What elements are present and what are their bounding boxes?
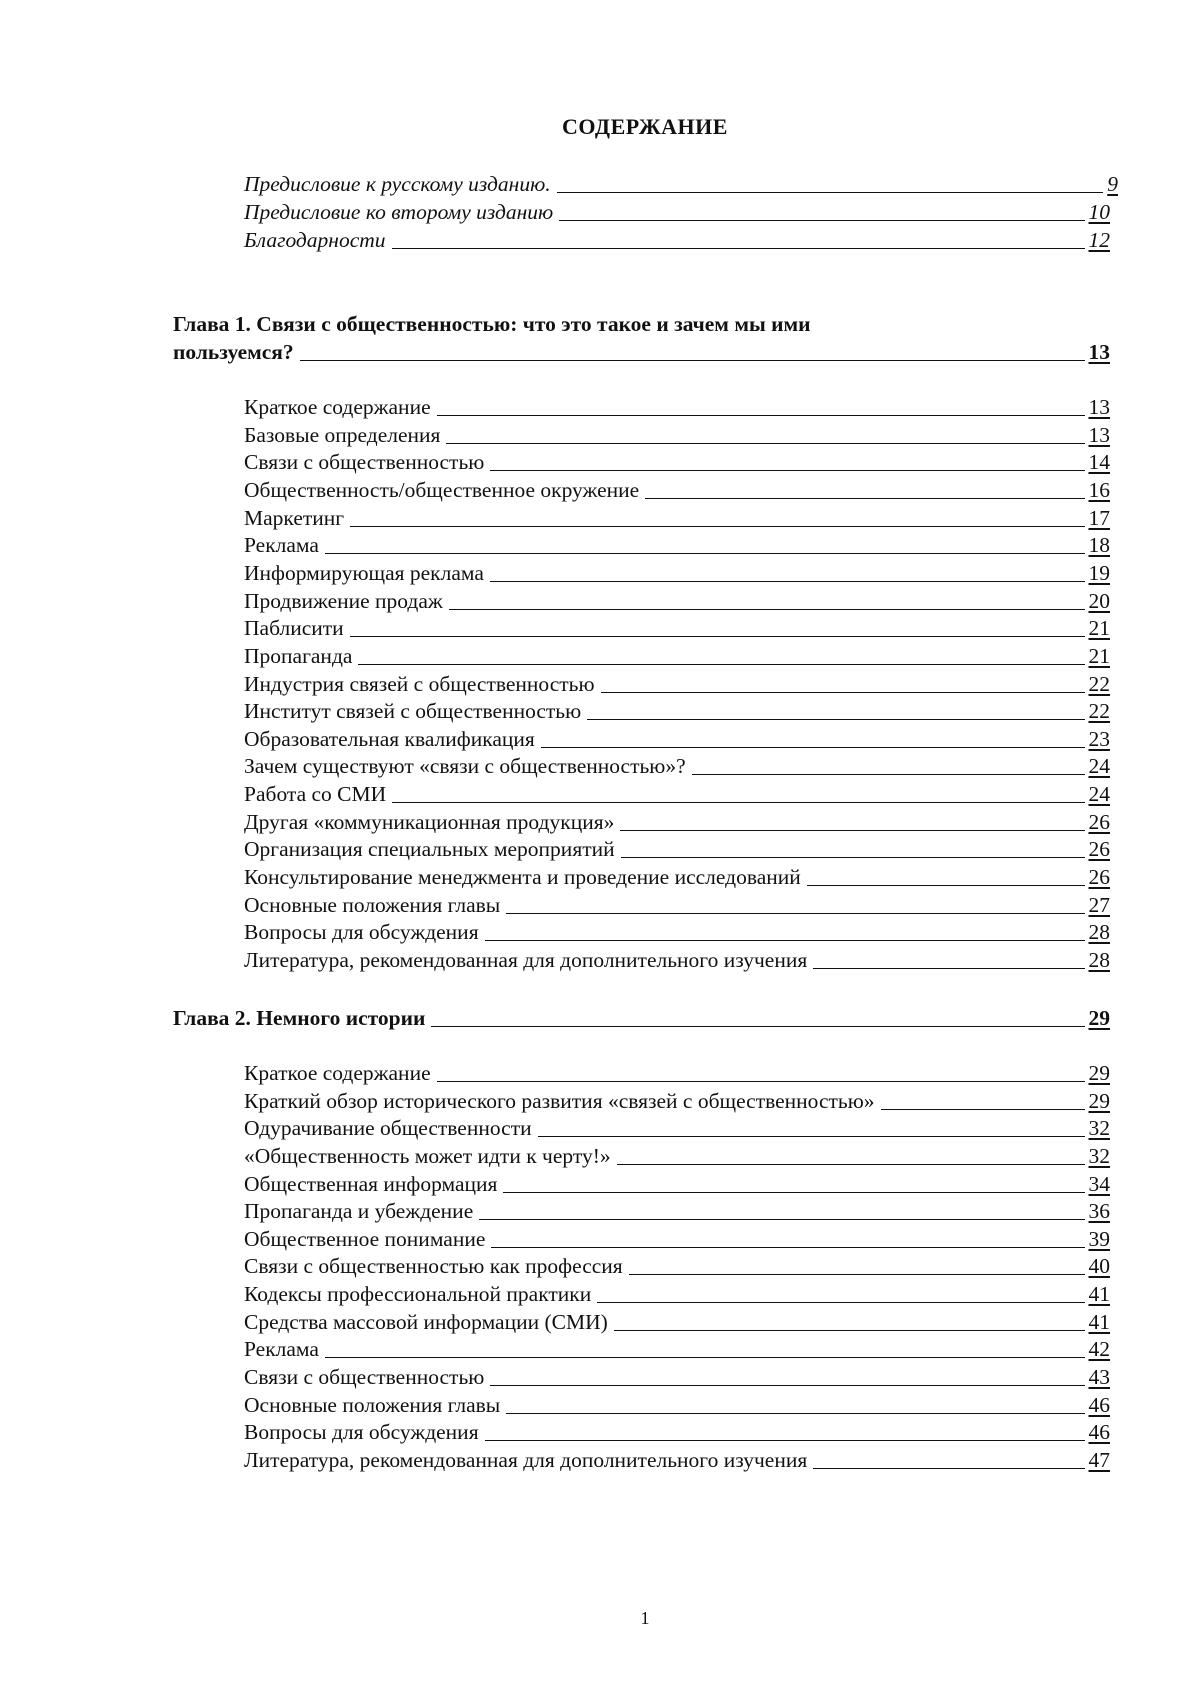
leader-line xyxy=(587,719,1084,720)
toc-entry-page: 22 xyxy=(1088,699,1110,724)
toc-entry[interactable] xyxy=(244,1252,1110,1280)
toc-entry-label: Маркетинг xyxy=(244,505,345,530)
toc-entry[interactable] xyxy=(244,725,1110,753)
toc-entry-label: Общественное понимание xyxy=(244,1226,486,1251)
toc-entry-label: Средства массовой информации (СМИ) xyxy=(244,1309,608,1334)
toc-entry-page: 26 xyxy=(1088,865,1110,890)
leader-line xyxy=(559,220,1084,221)
toc-entry-label: Пропаганда и убеждение xyxy=(244,1199,474,1224)
toc-entry[interactable] xyxy=(244,1363,1110,1391)
leader-line xyxy=(449,609,1085,610)
toc-entry-label: Литература, рекомендованная для дополнительного изучения xyxy=(244,1447,808,1472)
leader-line xyxy=(614,1330,1085,1331)
chapter-1-heading-line-2: пользуемся? xyxy=(173,340,294,364)
toc-entry-label: Общественность/общественное окружение xyxy=(244,477,640,502)
toc-entry-page: 13 xyxy=(1088,395,1110,419)
toc-entry-page: 18 xyxy=(1088,533,1110,558)
toc-entry-label: «Общественность может идти к черту!» xyxy=(244,1143,611,1168)
toc-entry[interactable] xyxy=(244,1335,1110,1363)
toc-entry-label: Краткий обзор исторического развития «связей с общественностью» xyxy=(244,1088,875,1113)
chapter-2-heading: Глава 2. Немного истории xyxy=(173,1006,426,1030)
toc-entry[interactable] xyxy=(244,863,1110,891)
toc-entry[interactable] xyxy=(244,1418,1110,1446)
leader-line xyxy=(350,636,1085,637)
toc-entry-label: Краткое содержание xyxy=(244,1061,431,1085)
toc-entry[interactable] xyxy=(244,421,1110,449)
toc-entry-page: 13 xyxy=(1088,340,1110,364)
leader-line xyxy=(446,443,1084,444)
toc-entry[interactable] xyxy=(244,448,1110,476)
leader-line xyxy=(325,1357,1085,1358)
page-number: 1 xyxy=(640,1608,650,1628)
toc-entry[interactable] xyxy=(244,808,1110,836)
toc-entry-page: 12 xyxy=(1088,228,1110,252)
toc-entry-page: 21 xyxy=(1088,616,1110,641)
toc-entry[interactable] xyxy=(244,1197,1110,1225)
toc-entry-page: 34 xyxy=(1088,1171,1110,1196)
toc-entry-preface-second[interactable] xyxy=(244,198,1110,226)
toc-entry-label: Индустрия связей с общественностью xyxy=(244,671,595,696)
toc-entry[interactable] xyxy=(244,697,1110,725)
toc-entry-page: 27 xyxy=(1088,892,1110,917)
toc-entry-label: Реклама xyxy=(244,533,319,558)
leader-line xyxy=(541,747,1085,748)
toc-entry-label: Связи с общественностью как профессия xyxy=(244,1254,623,1279)
leader-line xyxy=(350,526,1084,527)
toc-entry-acknowledgements[interactable] xyxy=(244,226,1110,254)
toc-entry[interactable] xyxy=(244,835,1110,863)
toc-entry-page: 21 xyxy=(1088,643,1110,668)
leader-line xyxy=(597,1302,1084,1303)
toc-entry-page: 42 xyxy=(1088,1337,1110,1362)
leader-line xyxy=(629,1274,1085,1275)
toc-entry[interactable] xyxy=(244,1446,1110,1474)
toc-entry-page: 46 xyxy=(1088,1392,1110,1417)
toc-title: СОДЕРЖАНИЕ xyxy=(562,114,728,139)
leader-line xyxy=(485,1440,1085,1441)
leader-line xyxy=(358,664,1084,665)
toc-entry-chapter-1[interactable] xyxy=(173,338,1110,366)
toc-entry-page: 26 xyxy=(1088,837,1110,862)
toc-entry[interactable] xyxy=(244,504,1110,532)
leader-line xyxy=(300,360,1085,361)
toc-entry[interactable] xyxy=(244,393,1110,421)
toc-entry-page: 36 xyxy=(1088,1199,1110,1224)
toc-entry-page: 10 xyxy=(1088,200,1110,224)
toc-entry[interactable] xyxy=(244,1142,1110,1170)
toc-entry-page: 19 xyxy=(1088,560,1110,585)
toc-entry-page: 14 xyxy=(1088,450,1110,475)
leader-line xyxy=(601,692,1085,693)
toc-entry[interactable] xyxy=(244,1087,1110,1115)
leader-line xyxy=(506,1413,1084,1414)
leader-line xyxy=(881,1109,1085,1110)
toc-entry[interactable] xyxy=(244,670,1110,698)
toc-entry-label: Зачем существуют «связи с общественностью»? xyxy=(244,754,686,779)
leader-line xyxy=(431,1026,1084,1027)
leader-line xyxy=(325,553,1085,554)
leader-line xyxy=(490,581,1085,582)
toc-entry-label: Связи с общественностью xyxy=(244,1364,485,1389)
toc-entry[interactable] xyxy=(244,559,1110,587)
leader-line xyxy=(506,913,1084,914)
toc-entry-page: 29 xyxy=(1088,1088,1110,1113)
toc-entry-page: 41 xyxy=(1088,1309,1110,1334)
toc-entry-label: Продвижение продаж xyxy=(244,588,443,613)
toc-entry-label: Пропаганда xyxy=(244,643,353,668)
toc-entry-page: 17 xyxy=(1088,505,1110,530)
toc-entry-label: Благодарности xyxy=(244,228,386,252)
toc-entry-page: 22 xyxy=(1088,671,1110,696)
toc-entry[interactable] xyxy=(244,642,1110,670)
toc-entry-label: Предисловие ко второму изданию xyxy=(244,200,554,224)
toc-entry-page: 32 xyxy=(1088,1116,1110,1141)
toc-entry[interactable] xyxy=(244,752,1110,780)
leader-line xyxy=(620,830,1084,831)
toc-entry-label: Вопросы для обсуждения xyxy=(244,1420,479,1445)
toc-entry[interactable] xyxy=(244,1280,1110,1308)
toc-entry-page: 28 xyxy=(1088,920,1110,945)
toc-entry-label: Основные положения главы xyxy=(244,892,501,917)
toc-entry-label: Информирующая реклама xyxy=(244,560,484,585)
leader-line xyxy=(807,885,1085,886)
leader-line xyxy=(621,857,1085,858)
toc-entry[interactable] xyxy=(244,891,1110,919)
toc-entry-label: Консультирование менеджмента и проведение исследований xyxy=(244,865,801,890)
toc-entry-label: Связи с общественностью xyxy=(244,450,485,475)
leader-line xyxy=(490,1385,1084,1386)
toc-entry[interactable] xyxy=(244,1225,1110,1253)
toc-entry[interactable] xyxy=(244,1170,1110,1198)
leader-line xyxy=(813,1468,1084,1469)
leader-line xyxy=(692,774,1085,775)
toc-entry-page: 24 xyxy=(1088,782,1110,807)
toc-entry[interactable] xyxy=(244,1308,1110,1336)
toc-entry[interactable] xyxy=(244,1391,1110,1419)
toc-entry-label: Работа со СМИ xyxy=(244,782,387,807)
toc-entry[interactable] xyxy=(244,918,1110,946)
toc-entry-label: Основные положения главы xyxy=(244,1392,501,1417)
leader-line xyxy=(392,248,1085,249)
toc-entry[interactable] xyxy=(244,476,1110,504)
toc-entry-page: 23 xyxy=(1088,726,1110,751)
toc-entry-label: Вопросы для обсуждения xyxy=(244,920,479,945)
toc-entry-page: 13 xyxy=(1088,422,1110,447)
toc-entry-chapter-2[interactable] xyxy=(173,1004,1110,1032)
toc-entry-label: Паблисити xyxy=(244,616,344,641)
toc-entry-label: Реклама xyxy=(244,1337,319,1362)
toc-entry-page: 16 xyxy=(1088,477,1110,502)
toc-entry-label: Краткое содержание xyxy=(244,395,431,419)
leader-line xyxy=(813,968,1084,969)
toc-entry-page: 9 xyxy=(1107,172,1118,196)
leader-line xyxy=(491,1247,1084,1248)
leader-line xyxy=(503,1192,1084,1193)
chapter-1-heading-line-1: Глава 1. Связи с общественностью: что это такое и зачем мы ими xyxy=(173,312,811,336)
toc-entry-label: Другая «коммуникационная продукция» xyxy=(244,809,615,834)
toc-entry[interactable] xyxy=(244,587,1110,615)
toc-entry-preface-russian[interactable] xyxy=(244,170,1118,198)
toc-entry-label: Институт связей с общественностью xyxy=(244,699,582,724)
leader-line xyxy=(479,1219,1084,1220)
toc-entry[interactable] xyxy=(244,1059,1110,1087)
leader-line xyxy=(557,192,1104,193)
leader-line xyxy=(437,415,1085,416)
toc-entry-label: Кодексы профессиональной практики xyxy=(244,1282,592,1307)
leader-line xyxy=(645,498,1084,499)
toc-entry-page: 29 xyxy=(1088,1006,1110,1030)
toc-entry-label: Базовые определения xyxy=(244,422,441,447)
toc-entry-label: Литература, рекомендованная для дополнительного изучения xyxy=(244,948,808,972)
leader-line xyxy=(538,1136,1085,1137)
toc-entry[interactable] xyxy=(244,531,1110,559)
toc-entry[interactable] xyxy=(244,946,1110,974)
toc-entry-page: 39 xyxy=(1088,1226,1110,1251)
toc-entry-page: 41 xyxy=(1088,1282,1110,1307)
toc-entry-page: 47 xyxy=(1088,1447,1110,1472)
leader-line xyxy=(490,470,1084,471)
toc-entry-label: Образовательная квалификация xyxy=(244,726,535,751)
toc-entry-label: Одурачивание общественности xyxy=(244,1116,532,1141)
leader-line xyxy=(617,1164,1085,1165)
toc-entry-page: 46 xyxy=(1088,1420,1110,1445)
toc-entry[interactable] xyxy=(244,614,1110,642)
leader-line xyxy=(485,940,1085,941)
toc-entry-label: Общественная информация xyxy=(244,1171,498,1196)
toc-entry-page: 32 xyxy=(1088,1143,1110,1168)
toc-entry-page: 43 xyxy=(1088,1364,1110,1389)
toc-entry-page: 40 xyxy=(1088,1254,1110,1279)
toc-entry-page: 28 xyxy=(1088,948,1110,972)
leader-line xyxy=(392,802,1084,803)
leader-line xyxy=(437,1081,1085,1082)
toc-entry-page: 29 xyxy=(1088,1061,1110,1085)
toc-entry-page: 24 xyxy=(1088,754,1110,779)
toc-entry-label: Предисловие к русскому изданию. xyxy=(244,172,551,196)
toc-entry[interactable] xyxy=(244,1114,1110,1142)
toc-entry-page: 20 xyxy=(1088,588,1110,613)
toc-entry-label: Организация специальных мероприятий xyxy=(244,837,615,862)
toc-entry[interactable] xyxy=(244,780,1110,808)
toc-entry-page: 26 xyxy=(1088,809,1110,834)
